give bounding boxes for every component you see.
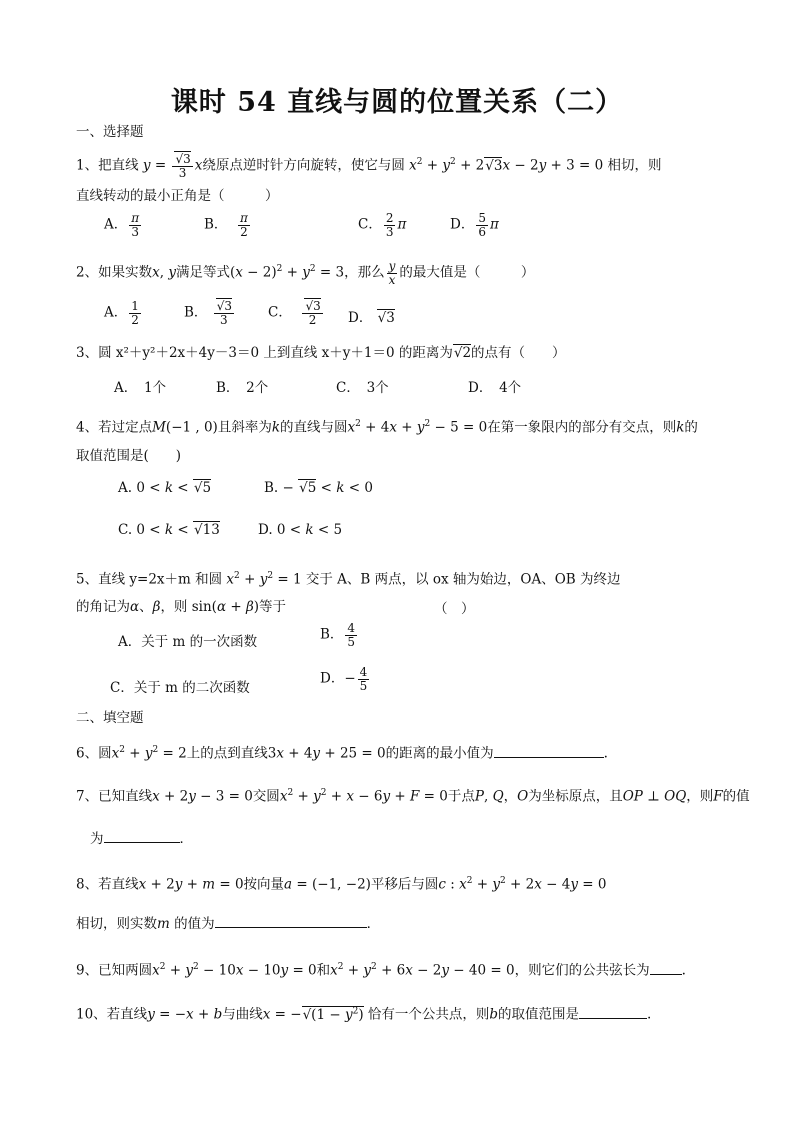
question-5-line-1: 5、直线 y=2x＋m 和圆 $x^2 + y^2 = 1$ 交于 A、B 两点，以 ox 轴为始边，OA、OB 为终边 [76,571,621,588]
question-6-line-1: 6、圆$x^2 + y^2 = 2$上的点到直线3x + 4y + 25 = 0的距离的最小值为 . [76,745,608,762]
question-1-option-d: D． $\frac{5}{6}$ π [450,211,499,239]
question-4-option-d: D. 0 < k < 5 [258,522,343,538]
page-title: 课时 54 直线与圆的位置关系（二） [170,87,624,118]
question-3-option-b: B． 2个 [216,380,269,396]
question-1-option-b: B． $\frac{\pi}{2}$ [204,211,248,239]
question-5-option-b: B． $\frac{4}{5}$ [320,621,356,649]
question-4-option-b: B. − √5 < k < 0 [264,480,373,496]
question-10-answer-blank[interactable] [579,1006,647,1019]
question-2-line-1: 2、如果实数x, y满足等式$(x - 2)^2 + y^2 = 3$，那么 $\frac{y}{x}$ 的最大值是（ ） [76,258,535,287]
section-choice-heading: 一、选择题 [76,124,144,140]
question-3-line-1: 3、圆 x²＋y²＋2x＋4y－3＝0 上到直线 x＋y＋1＝0 的距离为√2的点有（ ） [76,345,566,361]
question-7-answer-blank[interactable] [104,830,180,843]
question-2-option-b: B． $\frac{√3}{3}$ [184,299,232,327]
question-9-line-1: 9、已知两圆$x^2 + y^2 - 10x - 10y = 0$和$x^2 + y^2 + 6x - 2y - 40 = 0$，则它们的公共弦长为 . [76,962,686,979]
question-4-line-2: 取值范围是( ) [76,448,182,464]
question-7-line-1: 7、已知直线x + 2y − 3 = 0交圆$x^2 + y^2 + x - 6y + F = 0$于点P, Q，O为坐标原点，且OP ⊥ OQ，则F的值 [76,788,750,805]
question-2-option-a: A． $\frac{1}{2}$ [104,299,139,327]
question-3-option-c: C． 3个 [336,380,389,396]
question-2-option-d: D． √3 [348,310,395,326]
question-10-line-1: 10、若直线y = −x + b与曲线$x = -√(1 - y^2)$ 恰有一个公共点，则b的取值范围是 . [76,1006,652,1023]
question-1-line-2: 直线转动的最小正角是（ ） [76,188,279,204]
question-3-option-d: D． 4个 [468,380,522,396]
section-fill-heading: 二、填空题 [76,710,144,726]
question-8-line-1: 8、若直线x + 2y + m = 0按向量a = (−1, −2)平移后与圆c : $x^2 + y^2 + 2x - 4y = 0$ [76,876,607,893]
question-4-option-a: A. 0 < k < √5 [118,480,212,496]
question-5-option-d: D．− $\frac{4}{5}$ [320,665,368,693]
question-3-option-a: A． 1个 [114,380,167,396]
question-4-line-1: 4、若过定点M(−1 , 0)且斜率为k的直线与圆$x^2 + 4x + y^2 - 5 = 0$在第一象限内的部分有交点，则k的 [76,419,698,436]
question-2-option-c: C． $\frac{√3}{2}$ [268,299,321,327]
question-1-option-a: A． $\frac{\pi}{3}$ [104,211,140,239]
question-5-option-c: C．关于 m 的二次函数 [110,680,250,696]
question-6-answer-blank[interactable] [494,745,604,758]
question-1-option-c: C． $\frac{2}{3}$ π [358,211,407,239]
question-8-answer-blank[interactable] [215,915,367,928]
question-1-line-1: 1、把直线 y = $\frac{√3}{3}$ x绕原点逆时针方向旋转，使它与圆 $x^2 + y^2 + 2√3x - 2y + 3 = 0$ 相切，则 [76,151,662,180]
question-5-answer-paren: （ ） [434,601,475,617]
question-4-option-c: C. 0 < k < √13 [118,522,220,538]
question-9-answer-blank[interactable] [650,962,682,975]
question-5-option-a: A．关于 m 的一次函数 [118,634,258,650]
question-8-line-2: 相切，则实数m 的值为 ． [76,916,381,932]
question-5-line-2: 的角记为α、β，则 sin(α + β)等于 [76,599,287,615]
question-7-line-2: 为 ． [90,831,193,847]
